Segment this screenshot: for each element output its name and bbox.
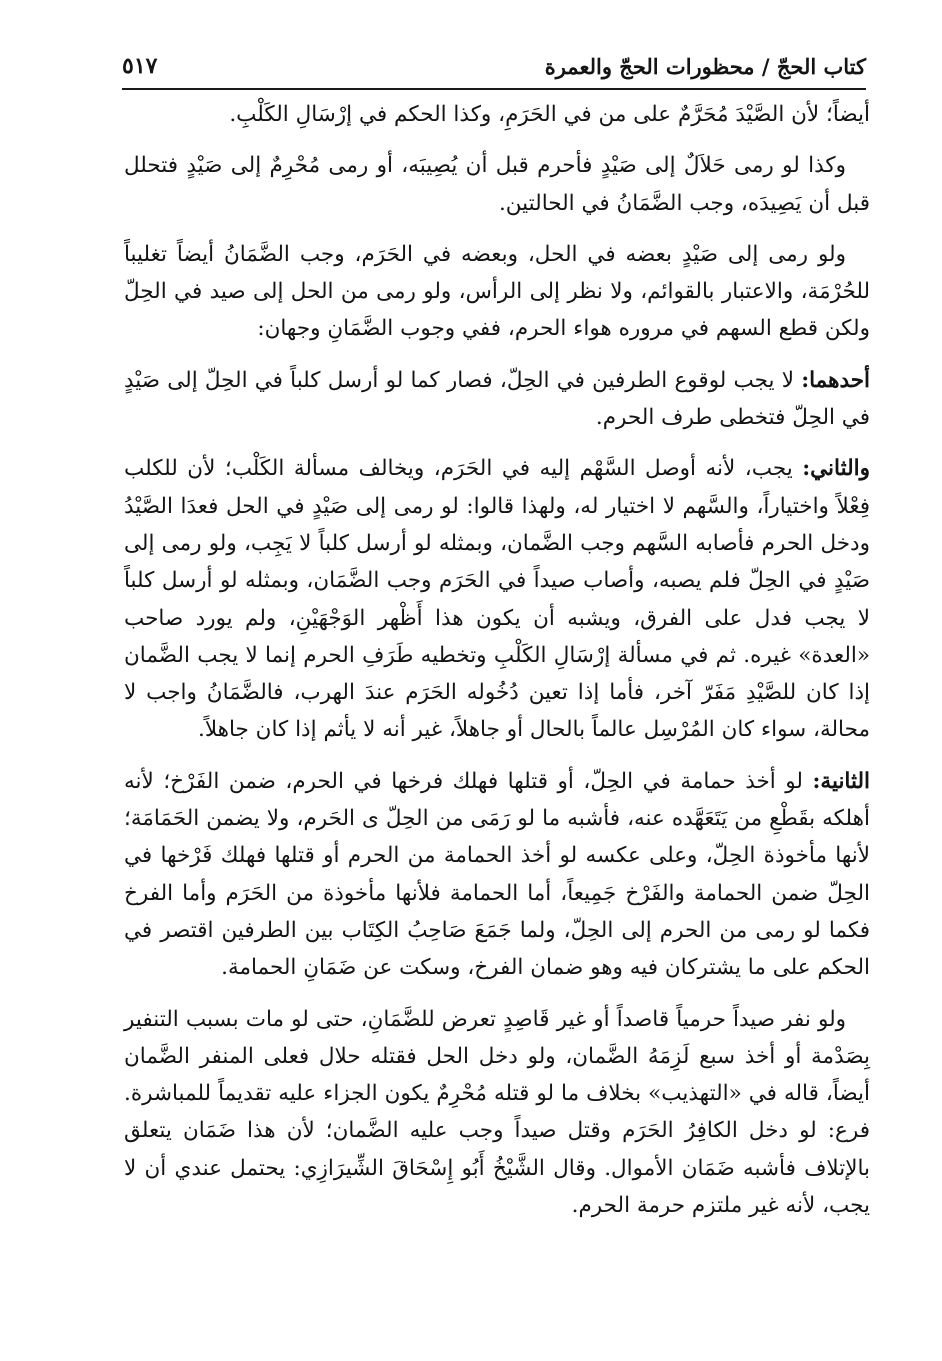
page-number: ٥١٧ — [122, 53, 158, 79]
paragraph-lead: أحدهما: — [801, 367, 870, 393]
paragraph-text: أيضاً؛ لأن الصَّيْدَ مُحَرَّمٌ على من في الحَرَمِ، وكذا الحكم في إرْسَالِ الكَلْبِ. — [229, 102, 870, 127]
paragraph-4 — [124, 362, 870, 437]
paragraph-7 — [124, 1001, 870, 1225]
body-text — [124, 96, 870, 1238]
running-header — [122, 44, 866, 90]
paragraph-text: ولو نفر صيداً حرمياً قاصداً أو غير قَاصِدٍ تعرض للضَّمَانِ، حتى لو مات بسبب التنفير بِصَدْمة أو أخذ سبع لَزِمَهُ الضَّمان، ولو دخل الحل فقتله حلال فعلى المنفر الضَّمان أيضاً، قاله في «التهذيب» بخلاف ما لو قتله مُحْرِمٌ يكون الجزاء عليه تقديماً للمباشرة. فرع: لو دخل الكافِرُ الحَرَم وقتل صيداً وجب عليه الضَّمان؛ لأن هذا ضَمَان يتعلق بالإتلاف فأشبه ضَمَان الأموال. وقال الشَّيْخُ أَبُو إِسْحَاقَ الشِّيرَازِي: يحتمل عندي أن لا يجب، لأنه غير ملتزم حرمة الحرم. — [124, 1006, 870, 1219]
paragraph-text: ولو رمى إلى صَيْدٍ بعضه في الحل، وبعضه في الحَرَم، وجب الضَّمَانُ أيضاً تغليباً للحُرْمَة، والاعتبار بالقوائم، ولا نظر إلى الرأس، ولو رمى من الحل إلى صيد في الحِلّ ولكن قطع السهم في مروره هواء الحرم، ففي وجوب الضَّمَانِ وجهان: — [124, 241, 870, 342]
paragraph-3 — [124, 236, 870, 348]
paragraph-text: يجب، لأنه أوصل السَّهْم إليه في الحَرَم، ويخالف مسألة الكَلْب؛ لأن للكلب فِعْلاً واختياراً، والسَّهم لا اختيار له، ولهذا قالوا: لو رمى إلى صَيْدٍ في الحل فعدَا الصَّيْدُ ودخل الحرم فأصابه السَّهم وجب الضَّمان، وبمثله لو أرسل كلباً لا يَجِب، ولو رمى إلى صَيْدٍ في الحِلّ فلم يصبه، وأصاب صيداً في الحَرَم وجب الضَّمَان، وبمثله لو أرسل كلباً لا يجب فدل على الفرق، ويشبه أن يكون هذا أَظْهر الوَجْهَيْنِ، ولم يورد صاحب «العدة» غيره. ثم في مسألة إرْسَالِ الكَلْبِ وتخطيه طَرَفِ الحرم إنما لا يجب الضَّمان إذا كان للصَّيْدِ مَفَرّ آخر، فأما إذا تعين دُخُوله الحَرَم عندَ الهرب، فالضَّمَانُ واجب لا محالة، سواء كان المُرْسِل عالماً بالحال أو جاهلاً، غير أنه لا يأثم إذا كان جاهلاً. — [124, 456, 870, 743]
paragraph-lead: الثانية: — [812, 768, 870, 794]
paragraph-text: وكذا لو رمى حَلاَلٌ إلى صَيْدٍ فأحرم قبل أن يُصِيبَه، أو رمى مُحْرِمٌ إلى صَيْدٍ فتحلل قبل أن يَصِيدَه، وجب الضَّمَانُ في الحالتين. — [124, 153, 870, 216]
paragraph-1 — [124, 96, 870, 133]
paragraph-5 — [124, 450, 870, 748]
paragraph-2 — [124, 147, 870, 222]
paragraph-text: لا يجب لوقوع الطرفين في الحِلّ، فصار كما لو أرسل كلباً في الحِلّ إلى صَيْدٍ في الحِلّ فتخطى طرف الحرم. — [124, 367, 870, 431]
running-title: كتاب الحجّ / محظورات الحجّ والعمرة — [544, 53, 866, 79]
paragraph-lead: والثاني: — [802, 456, 870, 482]
paragraph-text: لو أخذ حمامة في الحِلّ، أو قتلها فهلك فرخها في الحرم، ضمن الفَرْخ؛ لأنه أهلكه بقَطْعِ من يَتَعَهَّده عنه، فأشبه ما لو رَمَى من الحِلّ ى الحَرم، ولا يضمن الحَمَامَة؛ لأنها مأخوذة الحِلّ، وعلى عكسه لو أخذ الحمامة من الحرم أو قتلها فهلك فَرْخها في الحِلّ ضمن الحمامة والفَرْخ جَمِيعاً، أما الحمامة فلأنها مأخوذة من الحَرَم وأما الفرخ فكما لو رمى من الحرم إلى الحِلّ، ولما جَمَعَ صَاحِبُ الكِتَاب بين الطرفين اقتصر في الحكم على ما يشتركان فيه وهو ضمان الفرخ، وسكت عن ضَمَانِ الحمامة. — [124, 768, 870, 981]
paragraph-6 — [124, 763, 870, 987]
